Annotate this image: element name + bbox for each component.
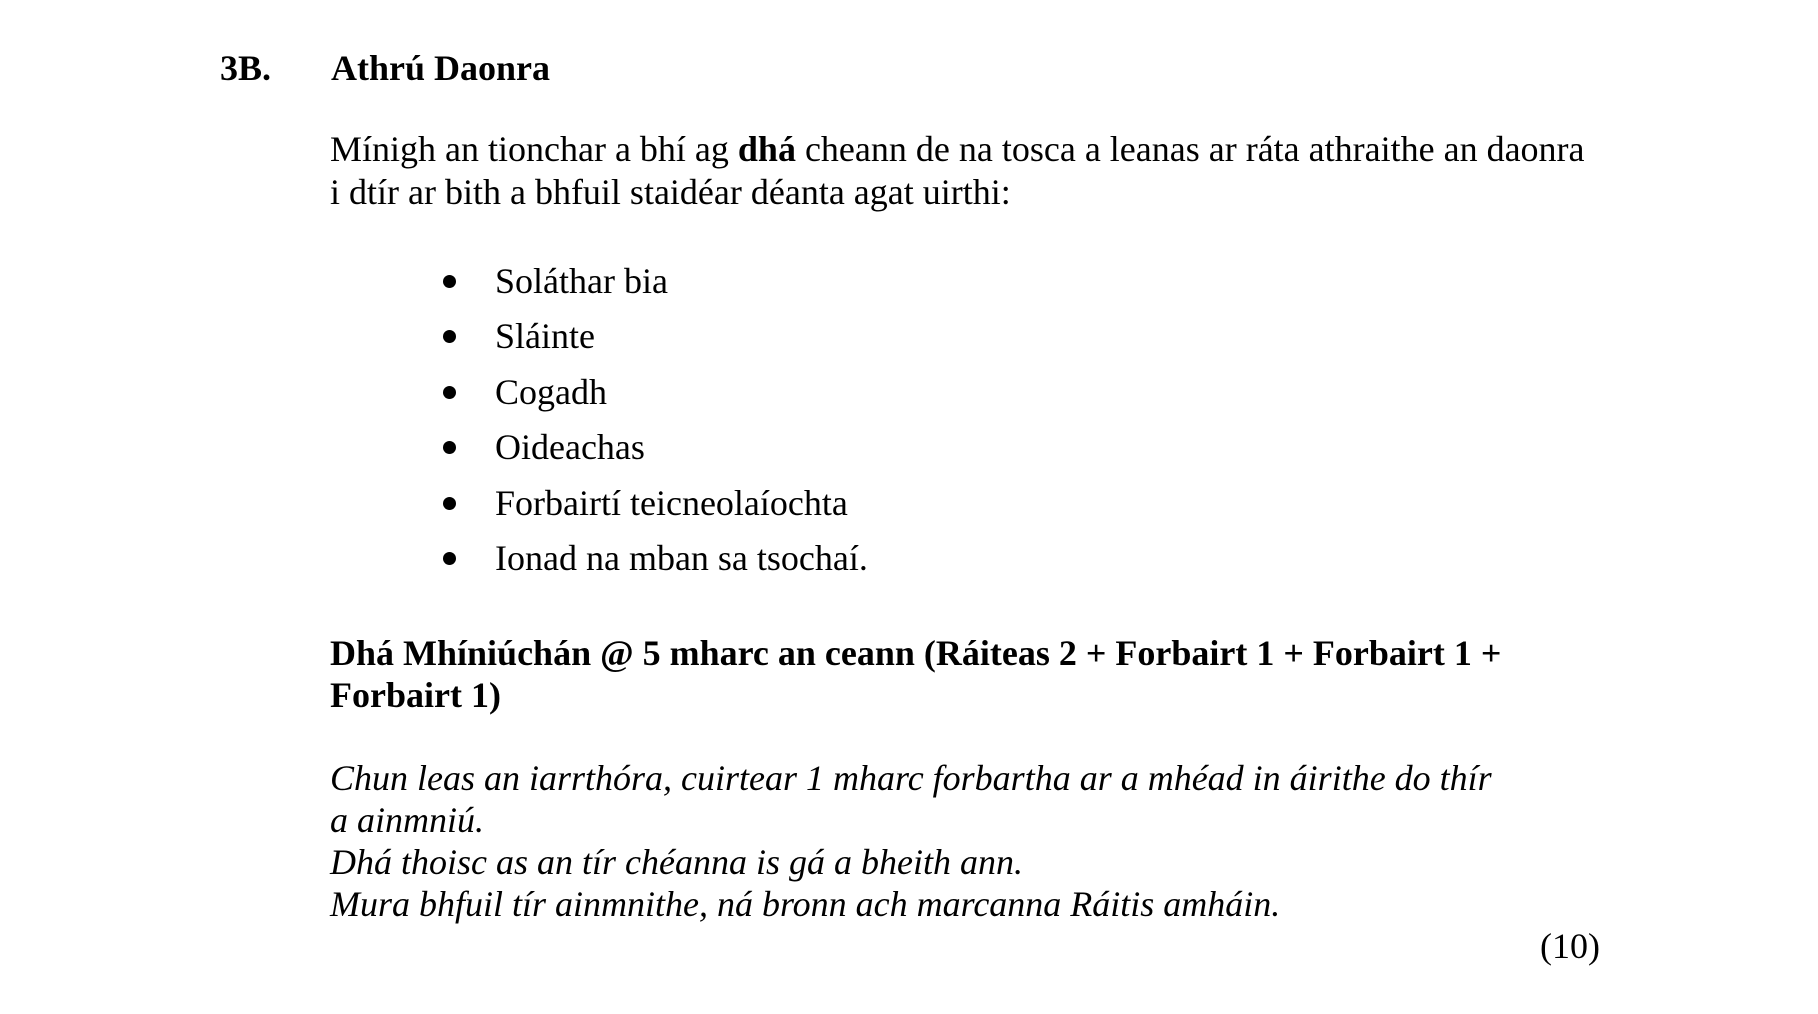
factor-label: Soláthar bia <box>495 261 668 301</box>
list-item <box>440 483 848 523</box>
total-marks: (10) <box>1540 926 1600 966</box>
marking-note: a ainmniú. <box>330 800 485 840</box>
list-item <box>440 372 607 412</box>
marking-note: Dhá thoisc as an tír chéanna is gá a bheith ann. <box>330 842 1023 882</box>
bullet-icon <box>443 441 456 454</box>
marking-scheme-line-1: Dhá Mhíniúchán @ 5 mharc an ceann (Ráiteas 2 + Forbairt 1 + Forbairt 1 + <box>330 633 1502 673</box>
bullet-icon <box>443 497 456 510</box>
bullet-icon <box>443 275 456 288</box>
bullet-icon <box>443 386 456 399</box>
prompt-line-2: i dtír ar bith a bhfuil staidéar déanta agat uirthi: <box>330 172 1011 212</box>
prompt-emphasis: dhá <box>737 129 796 169</box>
prompt-text: cheann de na tosca a leanas ar ráta athraithe an daonra <box>795 129 1585 169</box>
list-item <box>440 316 595 356</box>
prompt-line-1 <box>330 131 1585 167</box>
list-item <box>440 261 668 301</box>
marking-note: Mura bhfuil tír ainmnithe, ná bronn ach marcanna Ráitis amháin. <box>330 884 1281 924</box>
prompt-text: Mínigh an tionchar a bhí ag <box>330 129 738 169</box>
factor-label: Ionad na mban sa tsochaí. <box>495 538 868 578</box>
list-item <box>440 538 868 578</box>
marking-note: Chun leas an iarrthóra, cuirtear 1 mharc forbartha ar a mhéad in áirithe do thír <box>330 758 1492 798</box>
question-number: 3B. <box>220 48 272 88</box>
bullet-icon <box>443 330 456 343</box>
factor-label: Oideachas <box>495 427 645 467</box>
marking-scheme-line-2: Forbairt 1) <box>330 675 501 715</box>
factor-label: Cogadh <box>495 372 607 412</box>
list-item <box>440 427 645 467</box>
factor-label: Sláinte <box>495 316 595 356</box>
question-title: Athrú Daonra <box>331 48 551 88</box>
factor-label: Forbairtí teicneolaíochta <box>495 483 848 523</box>
bullet-icon <box>443 552 456 565</box>
